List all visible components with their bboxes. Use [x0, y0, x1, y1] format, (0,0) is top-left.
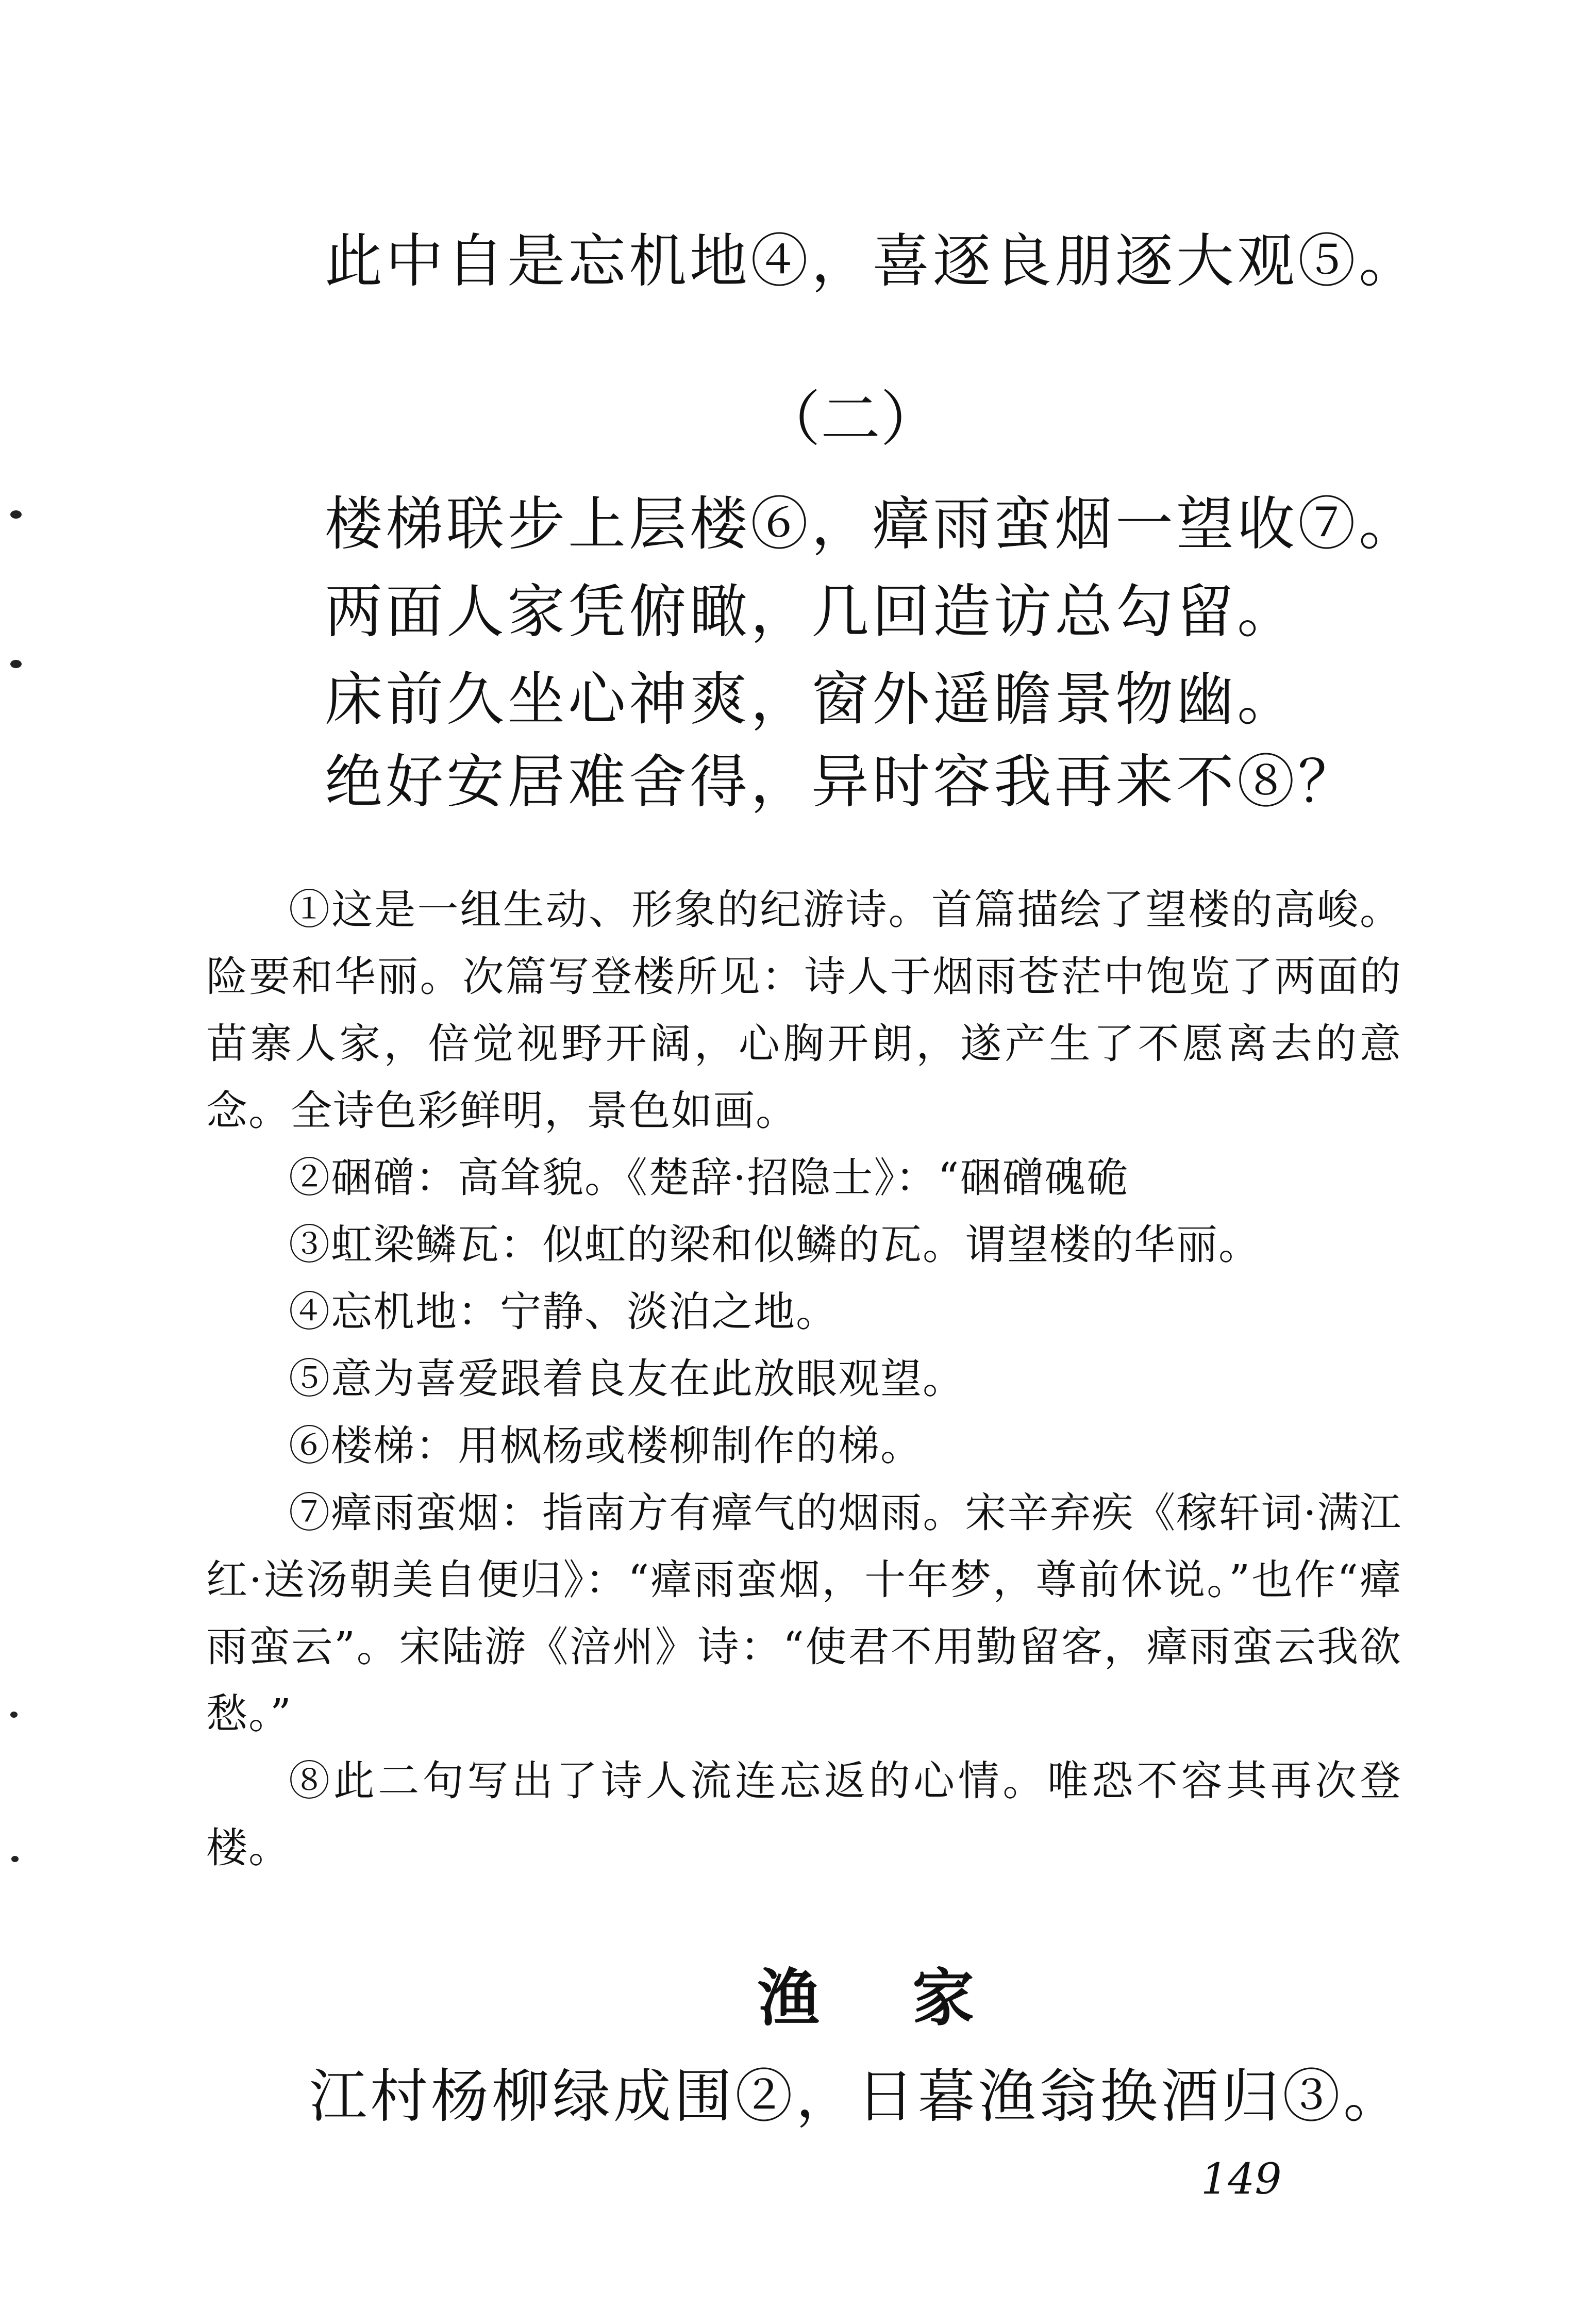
- next-poem-title: [711, 1949, 1021, 2037]
- note-8: ⑧此二句写出了诗人流连忘返的心情。唯恐不容其再次登楼。: [206, 1757, 1402, 1872]
- note-1: ①这是一组生动、形象的纪游诗。首篇描绘了望楼的高峻。险要和华丽。次篇写登楼所见：诗人于烟雨苍茫中饱览了两面的苗寨人家，倍觉视野开阔，心胸开朗，遂产生了不愿离去的意念。全诗色彩鲜明，景色如画。: [206, 886, 1402, 1135]
- poem-line: 床前久坐心神爽，窗外遥瞻景物幽。: [325, 666, 1298, 733]
- scan-speck: [10, 660, 22, 668]
- page-number: 149: [1201, 2155, 1282, 2204]
- note-5: ⑤意为喜爱跟着良友在此放眼观望。: [289, 1355, 965, 1403]
- poem-line: 楼梯联步上层楼⑥，瘴雨蛮烟一望收⑦。: [325, 491, 1419, 558]
- title-char-1: 渔: [758, 1963, 820, 2034]
- poem-line: 两面人家凭俯瞰，几回造访总勾留。: [325, 578, 1298, 645]
- poem-line-part1-end: 此中自是忘机地④，喜逐良朋逐大观⑤。: [325, 228, 1419, 295]
- section-heading: （二）: [761, 385, 940, 454]
- note-6: ⑥楼梯：用枫杨或楼柳制作的梯。: [289, 1422, 923, 1470]
- title-char-2: 家: [912, 1963, 974, 2034]
- scan-speck: [10, 1712, 18, 1718]
- note-3: ③虹梁鳞瓦：似虹的梁和似鳞的瓦。谓望楼的华丽。: [289, 1221, 1261, 1269]
- note-7: ⑦瘴雨蛮烟：指南方有瘴气的烟雨。宋辛弃疾《稼轩词·满江红·送汤朝美自便归》：“瘴雨蛮烟，十年梦，尊前休说。”也作“瘴雨蛮云”。宋陆游《涪州》诗：“使君不用勤留客，瘴雨蛮云我欲愁。”: [206, 1489, 1402, 1738]
- note-2: ②硱磳：高耸貌。《楚辞·招隐士》：“硱磳磈硊: [289, 1154, 1129, 1202]
- scan-speck: [11, 1856, 19, 1862]
- scan-speck: [10, 510, 22, 519]
- note-4: ④忘机地：宁静、淡泊之地。: [289, 1288, 838, 1336]
- poem-line: 绝好安居难舍得，异时容我再来不⑧？: [325, 749, 1359, 816]
- next-poem-first-line: 江村杨柳绿成围②，日暮渔翁换酒归③。: [309, 2063, 1404, 2130]
